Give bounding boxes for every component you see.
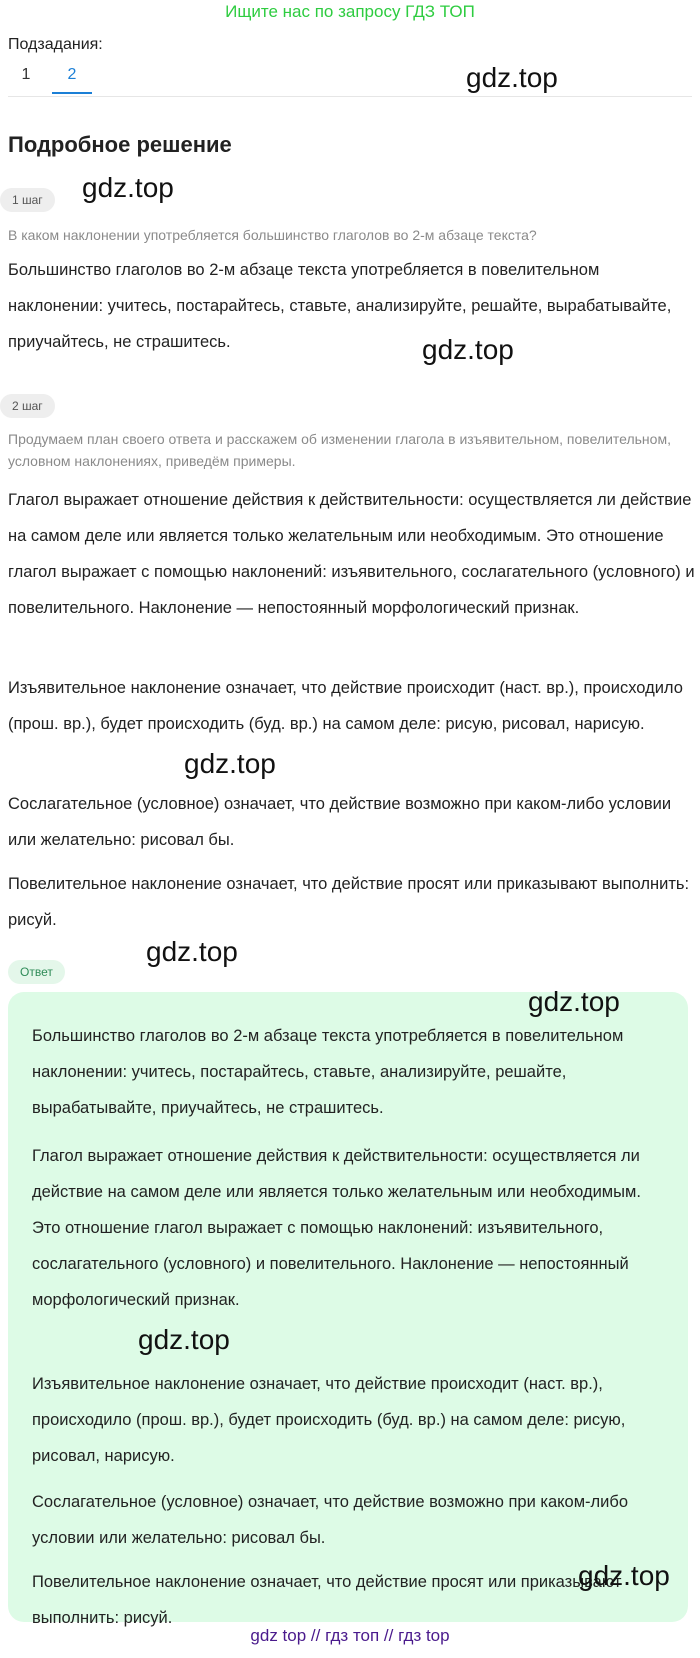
watermark: gdz.top [146, 936, 238, 967]
tab-subtask-2[interactable]: 2 [52, 66, 92, 94]
step-question: В каком наклонении употребляется большинство глаголов во 2-м абзаце текста? [8, 227, 537, 243]
step-paragraph: Сослагательное (условное) означает, что действие возможно при каком-либо условии или желательно: рисовал бы. [8, 795, 672, 849]
footer-links[interactable]: gdz top // гдз топ // гдз top [250, 1626, 450, 1645]
watermark: gdz.top [578, 1560, 670, 1591]
watermark: gdz.top [422, 334, 514, 365]
subtasks-label: Подзадания: [8, 36, 103, 53]
step-badge: 1 шаг [0, 188, 55, 212]
watermark: gdz.top [184, 748, 276, 779]
step-question: Продумаем план своего ответа и расскажем об изменении глагола в изъявительном, повелительном, условном наклонениях, приведём примеры. [8, 431, 671, 469]
watermark: gdz.top [138, 1324, 230, 1355]
step-paragraph: Изъявительное наклонение означает, что действие происходит (наст. вр.), происходило (прош. вр.), будет происходить (буд. вр.) на самом деле: рисую, рисовал, нарисую. [8, 679, 683, 733]
answer-paragraph: Изъявительное наклонение означает, что действие происходит (наст. вр.), происходило (прош. вр.), будет происходить (буд. вр.) на самом деле: рисую, рисовал, нарисую. [32, 1375, 626, 1465]
step-badge: 2 шаг [0, 394, 55, 418]
answer-badge: Ответ [8, 960, 65, 984]
watermark: gdz.top [466, 62, 558, 93]
step-paragraph: Большинство глаголов во 2-м абзаце текста употребляется в повелительном наклонении: учитесь, постарайтесь, ставьте, анализируйте, решайте, вырабатывайте, приучайтесь, не страшитесь. [8, 261, 672, 351]
tabs-divider [8, 96, 692, 97]
answer-paragraph: Повелительное наклонение означает, что действие просят или приказывают выполнить: рисуй. [32, 1573, 622, 1627]
tab-subtask-1[interactable]: 1 [21, 66, 31, 83]
section-title: Подробное решение [8, 132, 232, 157]
watermark: gdz.top [528, 986, 620, 1017]
answer-paragraph: Сослагательное (условное) означает, что действие возможно при каком-либо условии или желательно: рисовал бы. [32, 1493, 629, 1547]
answer-paragraph: Большинство глаголов во 2-м абзаце текста употребляется в повелительном наклонении: учитесь, постарайтесь, ставьте, анализируйте, решайте, вырабатывайте, приучайтесь, не страшитесь. [32, 1027, 624, 1117]
watermark: gdz.top [82, 172, 174, 203]
answer-paragraph: Глагол выражает отношение действия к действительности: осуществляется ли действие на самом деле или является только желательным или необходимым. Это отношение глагол выражает с помощью наклонений: изъявительного, сослагательного (условного) и повелительного. Наклонение — непостоянный морфологический признак. [32, 1147, 641, 1309]
step-paragraph: Повелительное наклонение означает, что действие просят или приказывают выполнить: рисуй. [8, 875, 690, 929]
step-paragraph: Глагол выражает отношение действия к действительности: осуществляется ли действие на самом деле или является только желательным или необходимым. Это отношение глагол выражает с помощью наклонений: изъявительного, сослагательного (условного) и повелительного. Наклонение — непостоянный морфологический признак. [8, 491, 695, 617]
search-banner: Ищите нас по запросу ГДЗ ТОП [225, 2, 475, 21]
